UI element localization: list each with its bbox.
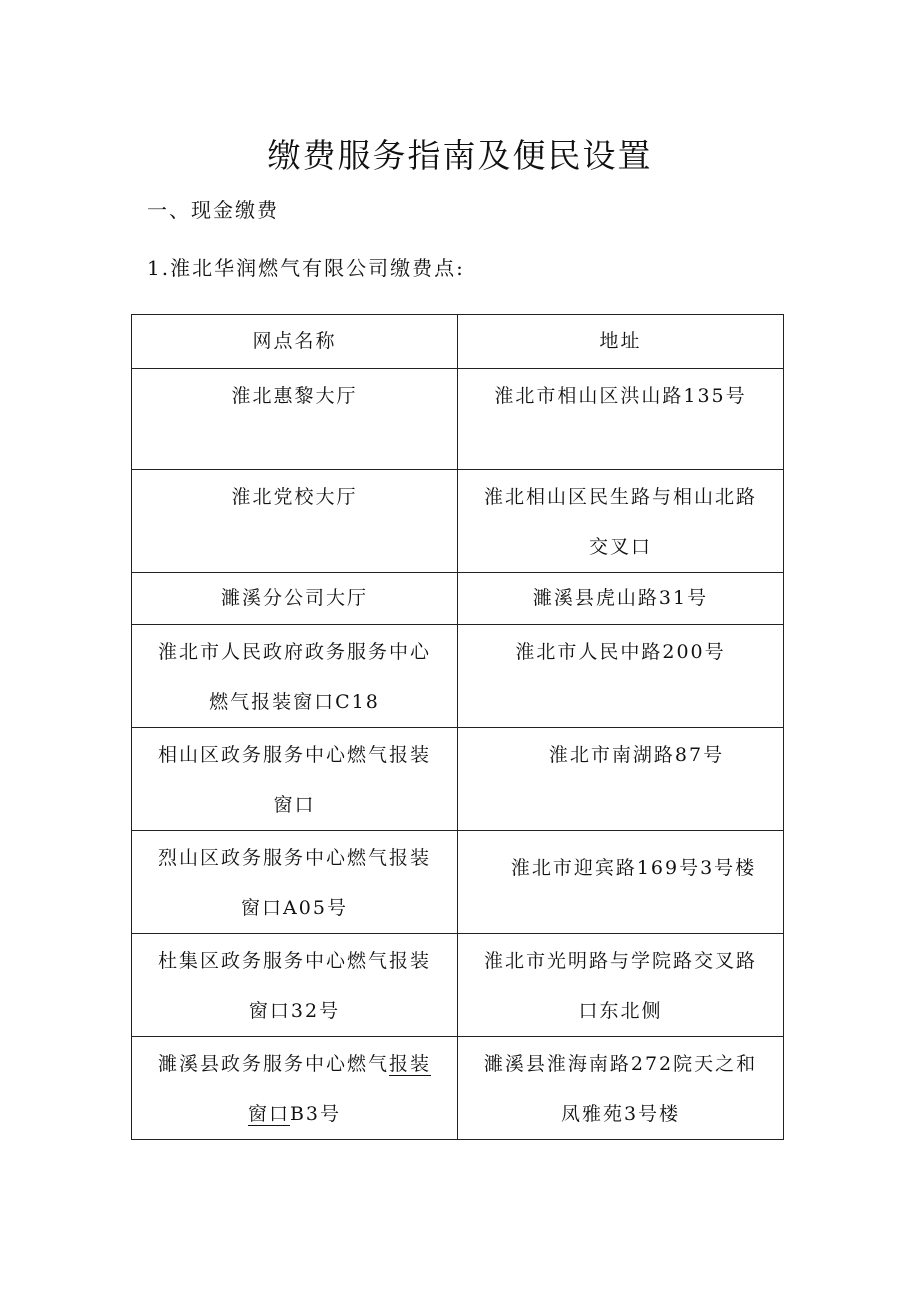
outlet-name: 杜集区政务服务中心燃气报装窗口32号	[157, 950, 431, 1022]
outlet-name-cell	[132, 369, 458, 470]
outlet-address: 淮北市人民中路200号	[515, 641, 726, 663]
outlet-address: 淮北市相山区洪山路135号	[494, 385, 747, 407]
outlet-name: 烈山区政务服务中心燃气报装窗口A05号	[157, 847, 431, 919]
outlet-name-cell	[132, 934, 458, 1037]
table-row	[132, 831, 784, 934]
table-row	[132, 369, 784, 470]
outlet-name	[132, 1037, 457, 1139]
address-cell	[458, 728, 784, 831]
outlet-name: 淮北市人民政府政务服务中心燃气报装窗口C18	[157, 641, 431, 713]
table-row	[132, 934, 784, 1037]
outlet-address: 濉溪县虎山路31号	[532, 587, 709, 609]
outlet-name: 淮北惠黎大厅	[231, 385, 358, 407]
outlet-name-part: B3号	[289, 1103, 342, 1125]
outlet-address: 淮北相山区民生路与相山北路交叉口	[483, 486, 757, 558]
outlet-name-cell	[132, 728, 458, 831]
column-header-outlet-name: 网点名称	[132, 315, 458, 369]
address-cell	[458, 470, 784, 573]
outlet-name: 濉溪分公司大厅	[220, 587, 368, 609]
outlet-address: 濉溪县淮海南路272院天之和凤雅苑3号楼	[483, 1053, 758, 1125]
address-cell	[458, 573, 784, 625]
outlet-address: 淮北市迎宾路169号3号楼	[510, 857, 757, 879]
subsection-heading: 1.淮北华润燃气有限公司缴费点:	[147, 256, 465, 280]
page-title: 缴费服务指南及便民设置	[267, 136, 653, 176]
column-header-address: 地址	[458, 315, 784, 369]
payment-outlets-table	[131, 314, 784, 1140]
table-row	[132, 1037, 784, 1140]
address-cell	[458, 831, 784, 934]
address-cell	[458, 369, 784, 470]
outlet-name-cell	[132, 573, 458, 625]
outlet-name-cell	[132, 470, 458, 573]
outlet-name: 相山区政务服务中心燃气报装窗口	[157, 744, 431, 816]
table-row	[132, 728, 784, 831]
address-cell	[458, 625, 784, 728]
outlet-name-cell	[132, 625, 458, 728]
table-row	[132, 625, 784, 728]
table-row	[132, 470, 784, 573]
address-cell	[458, 934, 784, 1037]
outlet-name: 淮北党校大厅	[231, 486, 358, 508]
outlet-address: 淮北市光明路与学院路交叉路口东北侧	[483, 950, 757, 1022]
outlet-name-underlined-part: 报装窗口	[247, 1053, 432, 1125]
section-heading: 一、现金缴费	[147, 198, 279, 222]
outlet-name-cell	[132, 1037, 458, 1140]
address-cell	[458, 1037, 784, 1140]
outlet-address: 淮北市南湖路87号	[548, 744, 725, 766]
table-header-row	[132, 315, 784, 369]
outlet-name-cell	[132, 831, 458, 934]
table-row	[132, 573, 784, 625]
outlet-name-part: 濉溪县政务服务中心燃气	[157, 1053, 389, 1075]
